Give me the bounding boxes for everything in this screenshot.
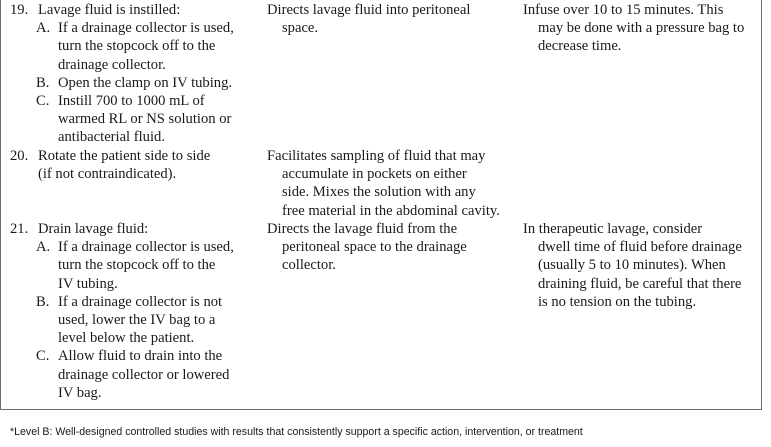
substep: C. Allow fluid to drain into the drainage collector or lowered IV bag.: [36, 348, 230, 401]
table-row: [0, 0, 762, 147]
rationale-cell: Directs the lavage fluid from the peritoneal space to the drainage collector.: [267, 221, 467, 274]
step-title: 20. Rotate the patient side to side (if not contraindicated).: [10, 148, 211, 183]
step-cell: [10, 147, 255, 183]
step-cell: [10, 220, 255, 402]
step-title: 19. Lavage fluid is instilled:: [10, 2, 181, 18]
note-cell: Infuse over 10 to 15 minutes. This may be done with a pressure bag to decrease time.: [523, 2, 745, 55]
substep: A. If a drainage collector is used, turn the stopcock off to the IV tubing.: [36, 239, 234, 292]
table-row: [0, 220, 762, 409]
step-title: 21. Drain lavage fluid:: [10, 221, 149, 237]
rationale-cell: Directs lavage fluid into peritoneal space.: [267, 2, 471, 37]
substep: C. Instill 700 to 1000 mL of warmed RL or NS solution or antibacterial fluid.: [36, 93, 232, 146]
note-cell: In therapeutic lavage, consider dwell time of fluid before drainage (usually 5 to 10 minutes). When draining fluid, be careful that there is no tension on the tubing.: [523, 221, 742, 310]
step-cell: [10, 1, 255, 147]
substep: B. Open the clamp on IV tubing.: [36, 74, 233, 91]
table-row: [0, 147, 762, 220]
rationale-cell: Facilitates sampling of fluid that may accumulate in pockets on either side. Mixes the solution with any free material in the abdominal cavity.: [267, 148, 500, 219]
substep: A. If a drainage collector is used, turn the stopcock off to the drainage collector.: [36, 20, 234, 73]
table-bottom-border: [0, 409, 762, 410]
substep: B. If a drainage collector is not used, lower the IV bag to a level below the patient.: [36, 293, 223, 347]
evidence-level-footnote: *Level B: Well-designed controlled studies with results that consistently support a specific action, intervention, or treatment: [10, 426, 583, 438]
